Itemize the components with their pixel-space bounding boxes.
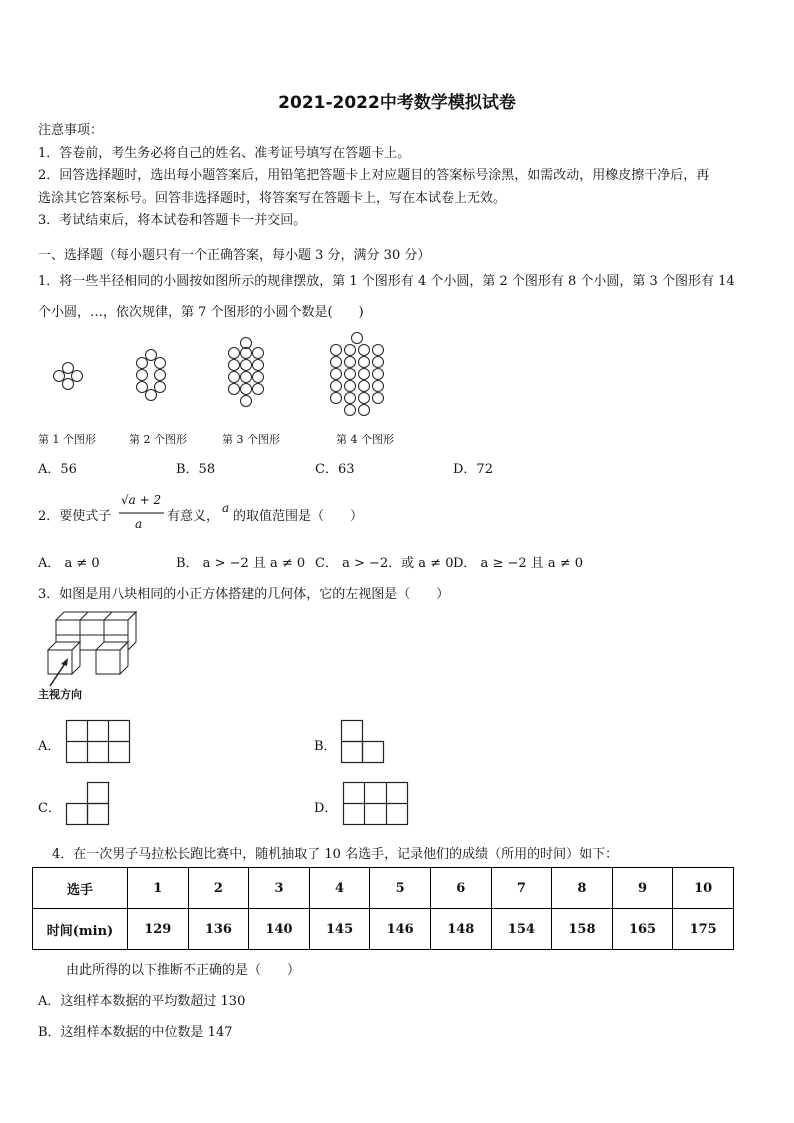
q4-stem: 4．在一次男子马拉松长跑比赛中，随机抽取了 10 名选手，记录他们的成绩（所用的时间）如下： [52,847,619,862]
table-cell: 175 [673,909,734,950]
figure-2 [137,350,166,401]
figure-caption: 第 3 个图形 [222,433,280,446]
figure-4 [331,333,384,416]
table-header-cell: 时间(min) [33,909,128,950]
figure-caption: 第 2 个图形 [129,433,187,446]
q2-suffix: 的取值范围是（ ） [233,509,364,524]
direction-label: 主视方向 [38,688,82,701]
table-row [33,909,734,950]
table-row [33,868,734,909]
q2-mid: 有意义， [167,509,220,524]
table-cell: 2 [188,868,249,909]
note-item: 1．答卷前，考生务必将自己的姓名、准考证号填写在答题卡上。 [38,145,411,161]
table-cell: 129 [128,909,189,950]
notes-heading: 注意事项： [38,123,104,138]
table-cell: 136 [188,909,249,950]
q3-option-a-figure[interactable] [66,720,132,764]
table-cell: 8 [552,868,613,909]
results-table [32,867,734,950]
q4-follow: 由此所得的以下推断不正确的是（ ） [66,963,301,978]
q2-fraction-denominator: a [135,517,143,531]
q1-stem-line1: 1．将一些半径相同的小圆按如图所示的规律摆放，第 1 个图形有 4 个小圆，第 2 个图形有 8 个小圆，第 3 个图形有 14 [38,274,735,289]
table-cell: 154 [491,909,552,950]
figure-caption: 第 1 个图形 [38,433,96,446]
table-cell: 7 [491,868,552,909]
table-cell: 5 [370,868,431,909]
q2-option-b[interactable]: B． a > −2 且 a ≠ 0 [176,556,306,571]
q3-stem: 3．如图是用八块相同的小正方体搭建的几何体，它的左视图是（ ） [38,587,450,602]
q4-option-b[interactable]: B．这组样本数据的中位数是 147 [38,1025,233,1040]
table-cell: 140 [249,909,310,950]
table-cell: 148 [430,909,491,950]
note-item: 2．回答选择题时，选出每小题答案后，用铅笔把答题卡上对应题目的答案标号涂黑，如需改动，用橡皮擦干净后，再 [38,168,710,183]
q3-option-b-label[interactable]: B． [314,739,337,754]
table-cell: 146 [370,909,431,950]
section-heading: 一、选择题（每小题只有一个正确答案，每小题 3 分，满分 30 分） [38,248,431,263]
table-cell: 10 [673,868,734,909]
figure-caption: 第 4 个图形 [336,433,394,446]
q1-stem-line2: 个小圆，…，依次规律，第 7 个图形的小圆个数是( ) [38,305,364,320]
q2-option-d[interactable]: D． a ≥ −2 且 a ≠ 0 [453,556,584,571]
q1-option-a[interactable]: A．56 [38,462,77,477]
table-cell: 158 [552,909,613,950]
q2-prefix: 2．要使式子 [38,509,112,524]
table-cell: 6 [430,868,491,909]
page-title: 2021-2022中考数学模拟试卷 [278,93,516,113]
q3-option-d-label[interactable]: D． [314,801,338,816]
figure-1 [54,363,83,390]
table-cell: 1 [128,868,189,909]
q2-option-c[interactable]: C． a > −2．或 a ≠ 0 [315,556,454,571]
q4-option-a[interactable]: A．这组样本数据的平均数超过 130 [38,994,246,1009]
table-header-cell: 选手 [33,868,128,909]
q2-option-a[interactable]: A． a ≠ 0 [38,556,100,571]
q3-option-c-figure[interactable] [66,782,112,826]
q2-var: a [222,501,230,515]
q1-option-c[interactable]: C．63 [315,462,355,477]
note-item: 3．考试结束后，将本试卷和答题卡一并交回。 [38,213,307,228]
note-item: 选涂其它答案标号。回答非选择题时，将答案写在答题卡上，写在本试卷上无效。 [38,190,507,206]
q1-option-b[interactable]: B．58 [176,462,216,477]
table-cell: 145 [309,909,370,950]
table-cell: 4 [309,868,370,909]
table-cell: 3 [249,868,310,909]
table-cell: 165 [612,909,673,950]
q3-option-c-label[interactable]: C． [38,801,61,816]
q3-option-b-figure[interactable] [341,720,387,764]
figure-3 [229,338,264,407]
fraction-bar [119,512,167,514]
q3-option-d-figure[interactable] [343,782,411,826]
q3-option-a-label[interactable]: A． [38,739,61,754]
q1-option-d[interactable]: D．72 [453,462,493,477]
q2-fraction-numerator: √a + 2 [121,493,162,507]
table-cell: 9 [612,868,673,909]
